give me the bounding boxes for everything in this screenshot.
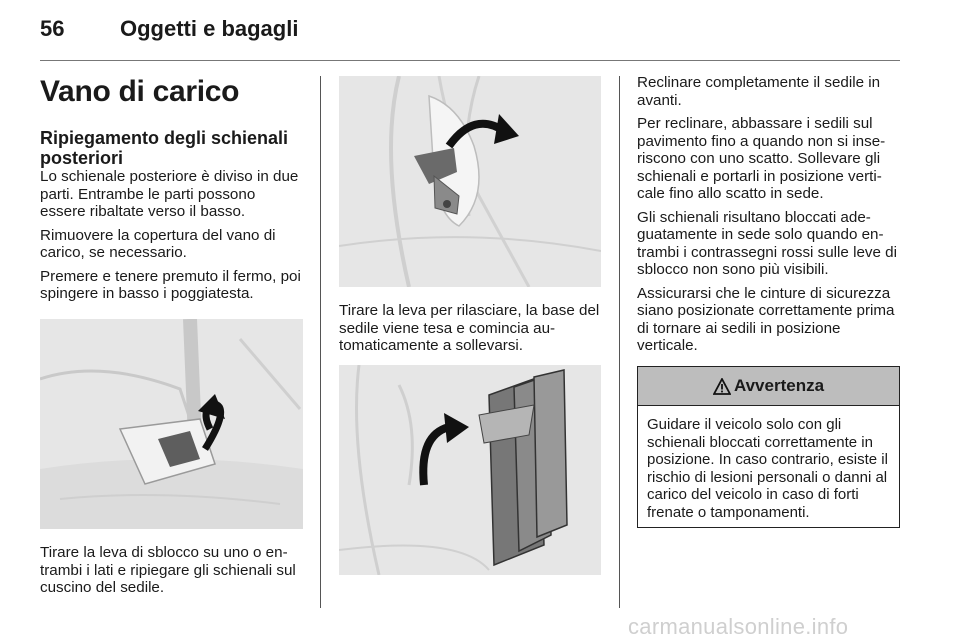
paragraph: Per reclinare, abbassare i sedili sul pavimento fino a quando non si inse-riscono con uno scatto. Sollevare gli schienali e portarli in posizione verti-cale fino allo scatto in sede.	[637, 115, 886, 202]
warning-text: Guidare il veicolo solo con gli schienali bloccati correttamente in posizione. In caso contrario, esiste il rischio di lesioni personali o danni al carico del veicolo in caso di forti frenate o tamponamenti.	[647, 416, 888, 521]
warning-box	[637, 366, 900, 528]
column-divider-1	[320, 76, 321, 608]
warning-triangle-icon	[713, 378, 731, 395]
seat-tilt-illustration	[339, 365, 601, 575]
paragraph: Gli schienali risultano bloccati ade-guatamente in sede solo quando en-trambi i contrassegni rossi sulle leve di sblocco non sono più visibili.	[637, 208, 897, 278]
seat-lever-illustration	[339, 76, 601, 287]
rear-seat-release-illustration	[40, 319, 303, 529]
paragraph: Reclinare completamente il sedile in avanti.	[637, 74, 881, 109]
caption-block	[40, 544, 305, 603]
chapter-title: Oggetti e bagagli	[120, 16, 299, 41]
figure-caption: Tirare la leva per rilasciare, la base del sedile viene tesa e comincia au-tomaticamente a sollevarsi.	[339, 302, 600, 354]
warning-body	[638, 406, 899, 537]
column-divider-2	[619, 76, 620, 608]
column-3	[637, 74, 900, 361]
page-number: 56	[40, 16, 65, 41]
paragraph: Rimuovere la copertura del vano di carico, se necessario.	[40, 226, 276, 261]
section-subtitle: Ripiegamento degli schienali posteriori	[40, 128, 289, 168]
caption-block	[339, 302, 601, 361]
paragraph: Assicurarsi che le cinture di sicurezza siano posizionate correttamente prima di tornare ai sedili in posizione verticale.	[637, 284, 895, 354]
column-1	[40, 74, 305, 309]
section-title: Vano di carico	[40, 75, 240, 108]
watermark: carmanualsonline.info	[628, 614, 849, 639]
warning-header	[638, 367, 899, 406]
paragraph: Lo schienale posteriore è diviso in due parti. Entrambe le parti possono essere ribaltate verso il basso.	[40, 168, 299, 220]
header-divider	[40, 60, 900, 61]
warning-title: Avvertenza	[733, 376, 825, 395]
paragraph: Premere e tenere premuto il fermo, poi spingere in basso i poggiatesta.	[40, 267, 301, 302]
figure-caption: Tirare la leva di sblocco su uno o en-trambi i lati e ripiegare gli schienali sul cuscino del sedile.	[40, 544, 296, 596]
page-header	[0, 0, 960, 60]
